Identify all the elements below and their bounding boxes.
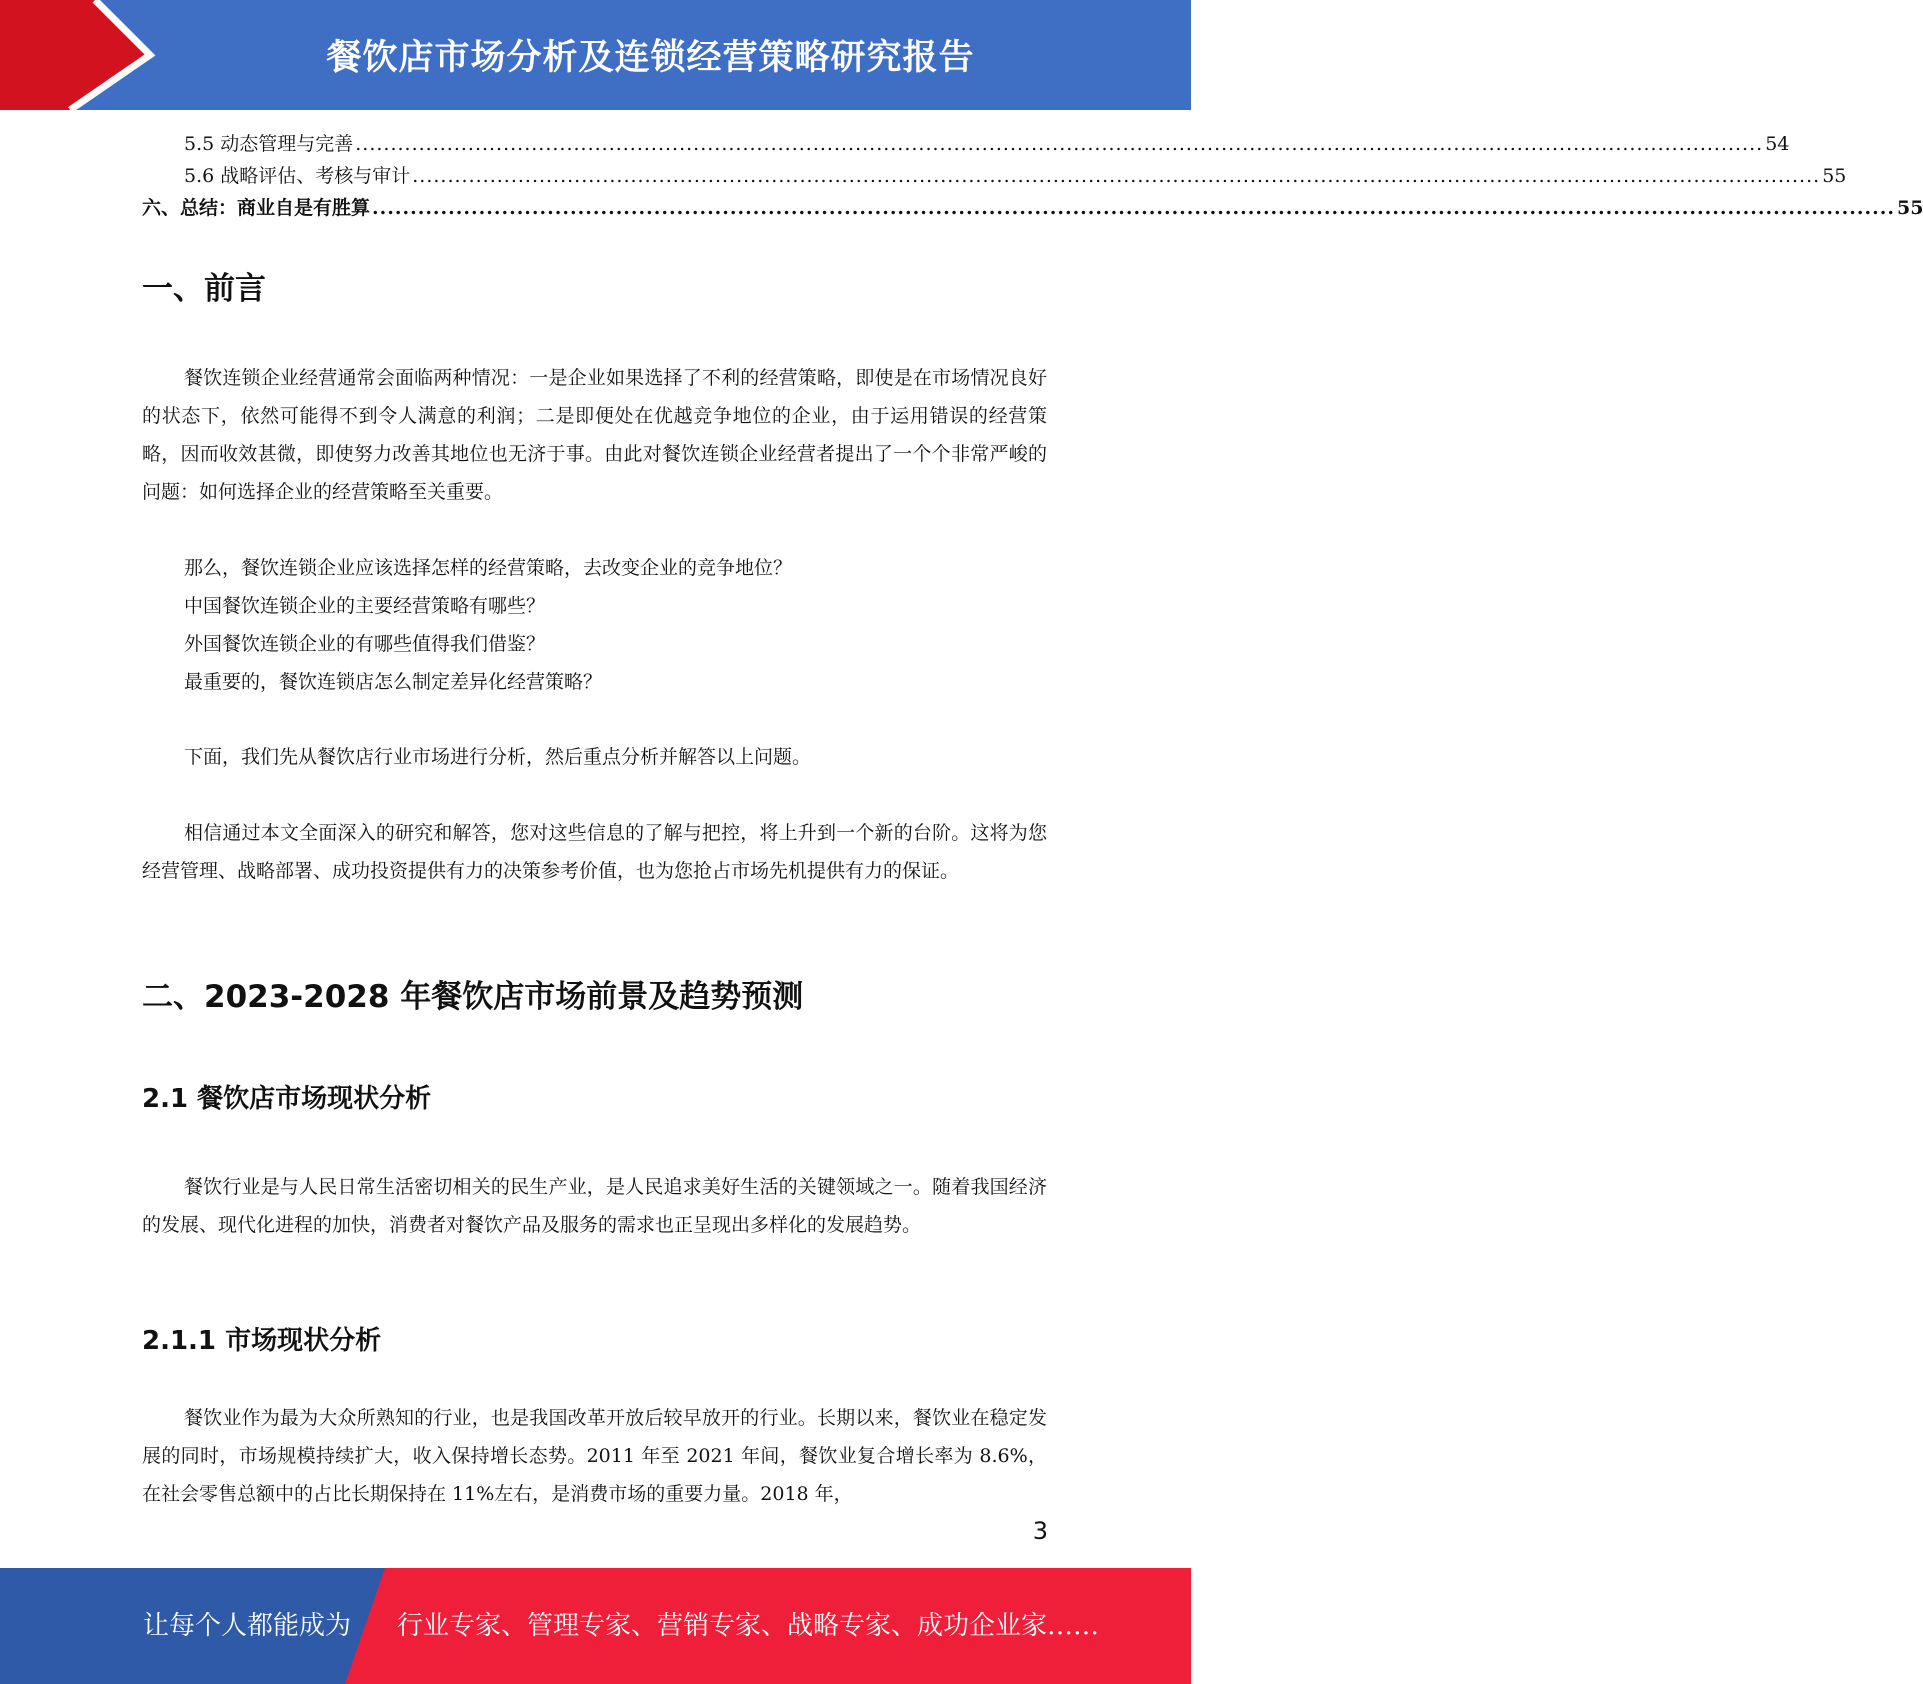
- paragraph: 餐饮业作为最为大众所熟知的行业，也是我国改革开放后较早放开的行业。长期以来，餐饮业在稳定发展的同时，市场规模持续扩大，收入保持增长态势。2011 年至 2021 年间，餐饮业复合增长率为 8.6%，在社会零售总额中的占比长期保持在 11%左右，是消费市场的重要力量。2018 年，: [142, 1407, 1047, 1505]
- paragraph: 餐饮行业是与人民日常生活密切相关的民生产业，是人民追求美好生活的关键领域之一。随着我国经济的发展、现代化进程的加快，消费者对餐饮产品及服务的需求也正呈现出多样化的发展趋势。: [142, 1176, 1047, 1236]
- toc-leader-dots: ........................................................................................................................................................................................................: [355, 133, 1764, 155]
- footer-slogan-left: 让每个人都能成为: [143, 1611, 352, 1641]
- table-of-contents: [142, 128, 1923, 224]
- section-heading-preface: 一、前言: [142, 271, 266, 307]
- toc-leader-dots: ........................................................................................................................................................................................................: [412, 165, 1821, 187]
- toc-entry-label: 5.6 战略评估、考核与审计: [184, 165, 411, 187]
- toc-entry[interactable]: [142, 128, 1790, 160]
- toc-entry-page: 54: [1765, 133, 1790, 155]
- page-number: 3: [1032, 1517, 1048, 1545]
- toc-entry[interactable]: [142, 160, 1847, 192]
- footer-banner: [0, 1568, 1191, 1684]
- toc-entry-page: 55: [1896, 197, 1923, 219]
- question-line: 外国餐饮连锁企业的有哪些值得我们借鉴？: [184, 633, 546, 655]
- section-heading-forecast: 二、2023-2028 年餐饮店市场前景及趋势预测: [142, 979, 804, 1015]
- footer-slogan-right: 行业专家、管理专家、营销专家、战略专家、成功企业家……: [397, 1611, 1100, 1641]
- subsection-heading-2-1-1: 2.1.1 市场现状分析: [142, 1326, 382, 1356]
- paragraph: 相信通过本文全面深入的研究和解答，您对这些信息的了解与把控，将上升到一个新的台阶。这将为您经营管理、战略部署、成功投资提供有力的决策参考价值，也为您抢占市场先机提供有力的保证。: [142, 822, 1047, 882]
- toc-entry-page: 55: [1822, 165, 1847, 187]
- toc-entry[interactable]: [142, 192, 1923, 224]
- question-line: 中国餐饮连锁企业的主要经营策略有哪些？: [184, 595, 546, 617]
- toc-entry-label: 5.5 动态管理与完善: [184, 133, 354, 155]
- toc-leader-dots: ........................................................................................................................................................................................................: [372, 197, 1895, 219]
- toc-entry-label: 六、总结：商业自是有胜算: [142, 197, 371, 219]
- question-line: 最重要的，餐饮连锁店怎么制定差异化经营策略？: [184, 671, 603, 693]
- question-line: 那么，餐饮连锁企业应该选择怎样的经营策略，去改变企业的竞争地位？: [184, 557, 793, 579]
- paragraph: 餐饮连锁企业经营通常会面临两种情况：一是企业如果选择了不利的经营策略，即使是在市场情况良好的状态下，依然可能得不到令人满意的利润；二是即便处在优越竞争地位的企业，由于运用错误的经营策略，因而收效甚微，即使努力改善其地位也无济于事。由此对餐饮连锁企业经营者提出了一个个非常严峻的问题：如何选择企业的经营策略至关重要。: [142, 367, 1047, 503]
- report-title: 餐饮店市场分析及连锁经营策略研究报告: [326, 38, 975, 78]
- red-arrow-decoration: [0, 0, 150, 110]
- paragraph: 下面，我们先从餐饮店行业市场进行分析，然后重点分析并解答以上问题。: [184, 746, 812, 768]
- subsection-heading-2-1: 2.1 餐饮店市场现状分析: [142, 1084, 432, 1114]
- header-banner: [0, 0, 1191, 110]
